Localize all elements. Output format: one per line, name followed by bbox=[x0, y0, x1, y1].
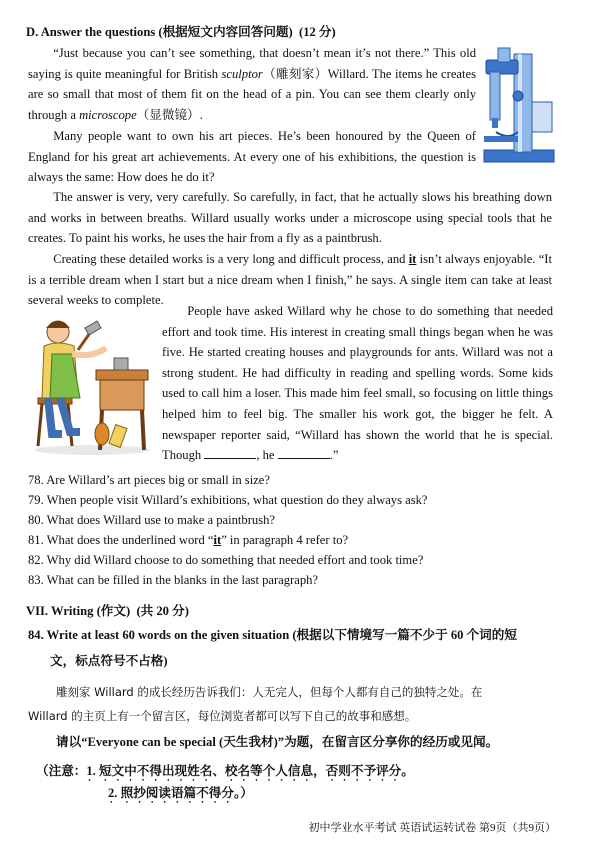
passage-paragraph-4: Creating these detailed works is a very long and difficult process, and it isn’t always enjoyable. “It is a terrible dream when I start but a nice dream when I finish,” he says. A single item can take at least several weeks to complete. bbox=[28, 252, 552, 308]
passage-paragraph-5: People have asked Willard why he chose to do something that needed effort and took time. His interest in creating small things began when he was five. He started creating houses and playgrounds for ants. Willard was not a strong student. He had difficulty in reading and spelling words. Some kids used to call him a loser. This made him feel small, so focusing on little things helped him to feel big. The smaller his work got, the bigger he felt. A newspaper reporter said, “Willard has shown the world that he is special. Though , he .” bbox=[162, 304, 553, 463]
writing-heading: VII. Writing (作文) (共 20 分) bbox=[26, 604, 189, 618]
passage-paragraph-3: The answer is very, very carefully. So carefully, in fact, that he actually slows his breathing down and works in between breaths. Willard usually works under a microscope using special tools that he creates. To paint his works, he uses the hair from a fly as a paintbrush. bbox=[28, 190, 552, 246]
question-82: 82. Why did Willard choose to do something that needed effort and took time? bbox=[28, 553, 424, 567]
question-79: 79. When people visit Willard’s exhibitions, what question do they always ask? bbox=[28, 493, 428, 507]
writing-task-line-2: 文，标点符号不占格) bbox=[50, 654, 168, 668]
writing-prompt: 请以“Everyone can be special (天生我材)”为题，在留言区分享你的经历或见闻。 bbox=[56, 735, 499, 749]
question-81: 81. What does the underlined word “it” in paragraph 4 refer to? bbox=[28, 533, 349, 547]
answer-blank-1[interactable] bbox=[204, 447, 256, 459]
underlined-word-it: it bbox=[408, 252, 417, 266]
sculpture-figure-illustration bbox=[90, 410, 128, 450]
question-78: 78. Are Willard’s art pieces big or small in size? bbox=[28, 473, 270, 487]
writing-situation-line-1: 雕刻家 Willard 的成长经历告诉我们：人无完人，但每个人都有自己的独特之处。在 bbox=[56, 685, 483, 699]
microscope-illustration bbox=[478, 42, 560, 166]
writing-note-2: 2. 照抄阅读语篇不得分。） bbox=[108, 786, 253, 800]
passage-paragraph-2: Many people want to own his art pieces. He’s been honoured by the Queen of England for his great art achievements. At every one of his exhibitions, the question is always the same: How does he do it? bbox=[28, 129, 476, 185]
writing-note-1: （注意：1. 短文中不得出现姓名、校名等个人信息，否则不予评分。 bbox=[36, 764, 414, 778]
writing-task-line-1: 84. Write at least 60 words on the given situation (根据以下情境写一篇不少于 60 个词的短 bbox=[28, 628, 517, 642]
writing-situation-line-2: Willard 的主页上有一个留言区，每位浏览者都可以写下自己的故事和感想。 bbox=[28, 709, 417, 723]
passage-paragraph-1: “Just because you can’t see something, that doesn’t mean it’s not there.” This old saying is quite meaningful for British sculptor（雕刻家）Willard. The items he creates are so small that most of them fit on the head of a pin. You can see them clearly only through a microscope（显微镜）. bbox=[28, 46, 476, 122]
answer-blank-2[interactable] bbox=[278, 447, 330, 459]
page-footer: 初中学业水平考试 英语试运转试卷 第9页（共9页） bbox=[308, 822, 556, 834]
section-d-heading: D. Answer the questions (根据短文内容回答问题) (12 分) bbox=[26, 25, 336, 39]
question-80: 80. What does Willard use to make a paintbrush? bbox=[28, 513, 275, 527]
question-83: 83. What can be filled in the blanks in the last paragraph? bbox=[28, 573, 319, 587]
